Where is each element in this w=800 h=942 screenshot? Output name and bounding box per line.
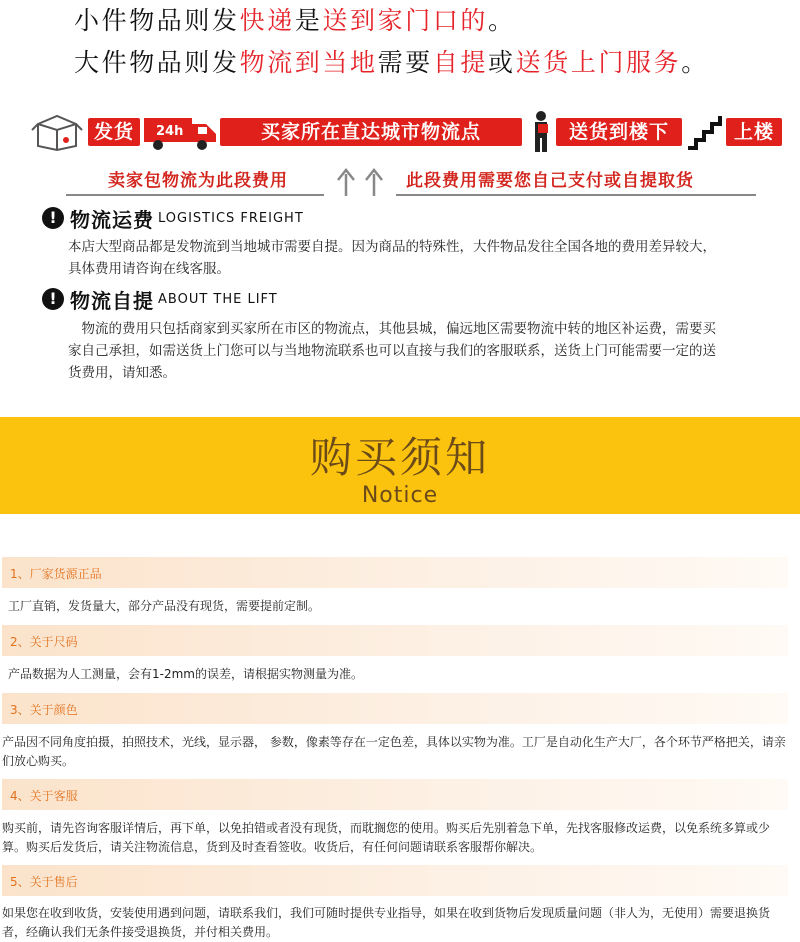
seller-fee-label: 卖家包物流为此段费用 <box>108 171 288 191</box>
notice-body: 产品因不同角度拍摄，拍照技术，光线，显示器， 参数，像素等存在一定色差，具体以实物为准。工厂是自动化生产大厂，各个环节严格把关，请亲们放心购买。 <box>2 735 786 768</box>
notice-head <box>2 625 788 656</box>
intro-seg: 。 <box>681 48 709 77</box>
notice-head <box>2 779 788 810</box>
intro-seg-red: 自提 <box>432 48 489 77</box>
notice-body: 购买前，请先咨询客服详情后，再下单，以免拍错或者没有现货，而耽搁您的使用。购买后先别着急下单，先找客服修改运费，以免系统多算或少算。购买后发货后，请关注物流信息，货到及时查看签收。收货后，有任何问题请联系客服帮你解决。 <box>2 821 771 854</box>
lift-heading <box>42 286 278 312</box>
notice-head-label: 4、关于客服 <box>10 789 78 803</box>
notice-head-label: 3、关于颜色 <box>10 703 78 717</box>
intro <box>74 4 709 88</box>
banner-title: 购买须知 <box>309 433 490 482</box>
up-arrows-icon <box>332 166 392 196</box>
truck-badge: 24h <box>156 124 184 139</box>
notice-head <box>2 693 788 724</box>
notice-banner <box>0 417 800 514</box>
alert-icon: ! <box>42 207 64 229</box>
upstairs-label: 上楼 <box>726 118 782 146</box>
intro-line-2 <box>74 46 709 88</box>
divider <box>66 194 324 196</box>
notice-head-label: 5、关于售后 <box>10 875 78 889</box>
ship-label: 发货 <box>88 118 140 146</box>
intro-seg: 。 <box>488 6 516 35</box>
divider <box>396 194 756 196</box>
intro-seg-red: 物流到当地 <box>239 48 378 77</box>
package-icon <box>30 110 84 152</box>
notice-body: 工厂直销，发货量大，部分产品没有现货，需要提前定制。 <box>8 599 321 613</box>
intro-line-1 <box>74 4 709 46</box>
buyer-fee-label: 此段费用需要您自己支付或自提取货 <box>406 171 694 191</box>
porter-icon <box>526 110 556 154</box>
intro-seg-red: 送货上门服务 <box>515 48 682 77</box>
alert-icon: ! <box>42 288 64 310</box>
banner-subtitle: Notice <box>361 483 439 508</box>
lift-body: 物流的费用只包括商家到买家所在市区的物流点，其他县城，偏远地区需要物流中转的地区补运费，需要买家自己承担，如需送货上门您可以与当地物流联系也可以直接与我们的客服联系，送货上门可能需要一定的送货费用，请知悉。 <box>68 321 716 381</box>
intro-seg: 大件物品则发 <box>74 48 240 77</box>
notice-body: 产品数据为人工测量，会有1-2mm的误差，请根据实物测量为准。 <box>8 667 363 681</box>
stairs-icon <box>686 114 724 150</box>
logistics-title: 物流运费 <box>70 207 154 232</box>
lift-title-en: ABOUT THE LIFT <box>158 291 278 307</box>
delivery-flow <box>30 108 774 156</box>
intro-seg: 或 <box>488 48 516 77</box>
fee-split <box>66 166 756 198</box>
door-delivery-label: 送货到楼下 <box>556 118 682 146</box>
notice-body: 如果您在收到收货，安装使用遇到问题，请联系我们，我们可随时提供专业指导，如果在收到货物后发现质量问题（非人为，无使用）需要退换货者，经确认我们无条件接受退换货，并付相关费用。 <box>2 906 771 939</box>
notice-head <box>2 557 788 588</box>
notice-head-label: 1、厂家货源正品 <box>10 567 102 581</box>
intro-seg: 需要 <box>377 48 433 77</box>
notice-head <box>2 865 788 896</box>
intro-seg-red: 快递 <box>239 6 295 35</box>
logistics-title-en: LOGISTICS FREIGHT <box>158 210 304 226</box>
truck-icon <box>140 112 220 152</box>
notice-head-label: 2、关于尺码 <box>10 635 78 649</box>
lift-title: 物流自提 <box>70 288 154 313</box>
intro-seg: 是 <box>294 6 323 35</box>
logistics-heading <box>42 205 304 231</box>
intro-seg: 小件物品则发 <box>74 6 240 35</box>
logistics-body: 本店大型商品都是发物流到当地城市需要自提。因为商品的特殊性，大件物品发往全国各地的费用差异较大，具体费用请咨询在线客服。 <box>68 239 716 277</box>
hub-label: 买家所在直达城市物流点 <box>220 118 522 146</box>
intro-seg-red: 送到家门口的 <box>322 6 489 35</box>
